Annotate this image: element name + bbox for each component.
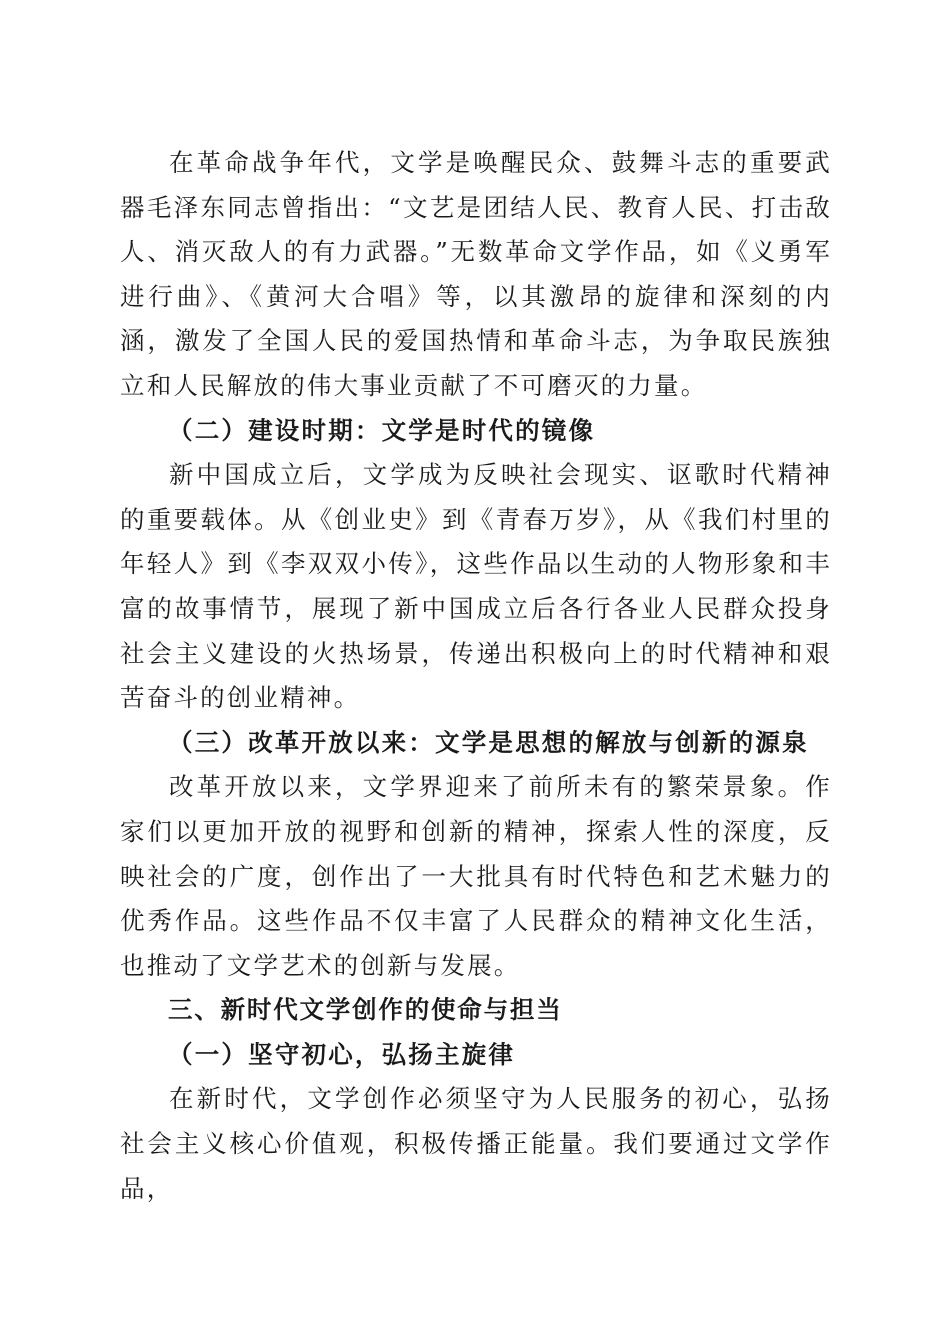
paragraph-new-era: 在新时代，文学创作必须坚守为人民服务的初心，弘扬社会主义核心价值观，积极传播正能量。我们要通过文学作品， [120,1084,832,1203]
document-body [120,141,832,1211]
subheading-reform-era: （三）改革开放以来：文学是思想的解放与创新的源泉 [168,727,809,757]
paragraph-reform-era: 改革开放以来，文学界迎来了前所未有的繁荣景象。作家们以更加开放的视野和创新的精神，探索人性的深度，反映社会的广度，创作出了一大批具有时代特色和艺术魅力的优秀作品。这些作品不仅丰富了人民群众的精神文化生活，也推动了文学艺术的创新与发展。 [120,772,832,980]
section-heading-new-era-mission: 三、新时代文学创作的使命与担当 [168,995,563,1025]
paragraph-construction-period: 新中国成立后，文学成为反映社会现实、讴歌时代精神的重要载体。从《创业史》到《青春万岁》，从《我们村里的年轻人》到《李双双小传》，这些作品以生动的人物形象和丰富的故事情节，展现了新中国成立后各行各业人民群众投身社会主义建设的火热场景，传递出积极向上的时代精神和艰苦奋斗的创业精神。 [120,460,832,713]
paragraph-revolutionary-war: 在革命战争年代，文学是唤醒民众、鼓舞斗志的重要武器毛泽东同志曾指出：“文艺是团结人民、教育人民、打击敌人、消灭敌人的有力武器。”无数革命文学作品，如《义勇军进行曲》、《黄河大合唱》等，以其激昂的旋律和深刻的内涵，激发了全国人民的爱国热情和革命斗志，为争取民族独立和人民解放的伟大事业贡献了不可磨灭的力量。 [120,148,832,400]
subheading-construction-period: （二）建设时期：文学是时代的镜像 [168,415,596,445]
subheading-keep-original-aspiration: （一）坚守初心，弘扬主旋律 [168,1039,516,1069]
